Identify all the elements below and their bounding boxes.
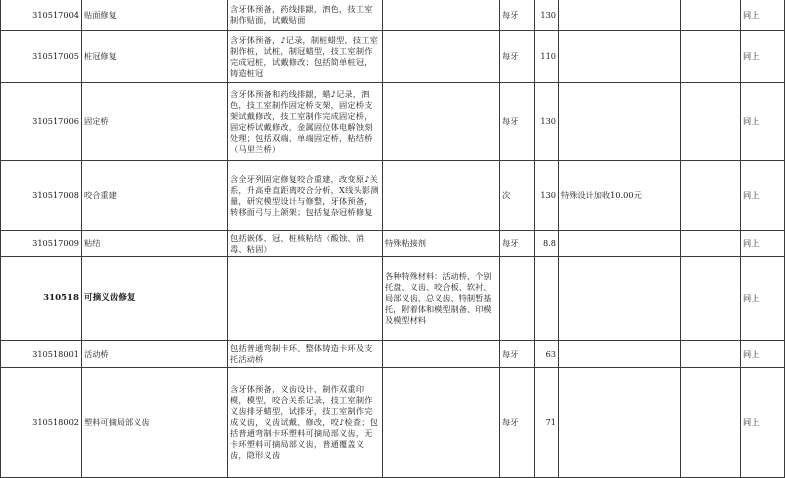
same-as-above: 同上 <box>741 31 785 83</box>
item-name: 桩冠修复 <box>82 31 228 83</box>
category-row <box>1 257 785 341</box>
item-excluded <box>383 0 500 31</box>
item-content: 含牙体预备，♪记录，制桩蜡型，技工室制作桩，试桩，制冠蜡型，技工室制作完成冠桩，试戴修改；包括简单桩冠，铸造桩冠 <box>228 31 383 83</box>
table-row <box>1 368 785 478</box>
item-unit: 每牙 <box>500 31 535 83</box>
table-row <box>1 31 785 83</box>
item-note <box>559 83 681 161</box>
same-as-above: 同上 <box>741 83 785 161</box>
table-row <box>1 83 785 161</box>
table-row <box>1 161 785 231</box>
item-unit <box>500 257 535 341</box>
item-code: 310518002 <box>1 368 82 478</box>
item-name: 固定桥 <box>82 83 228 161</box>
item-name: 塑料可摘局部义齿 <box>82 368 228 478</box>
item-note <box>559 31 681 83</box>
empty-cell <box>681 368 741 478</box>
item-name: 贴面修复 <box>82 0 228 31</box>
category-name: 可摘义齿修复 <box>82 257 228 341</box>
category-code: 310518 <box>1 257 82 341</box>
item-code: 310518001 <box>1 341 82 368</box>
item-price: 130 <box>535 161 559 231</box>
same-as-above: 同上 <box>741 341 785 368</box>
item-unit: 每牙 <box>500 231 535 257</box>
item-price: 8.8 <box>535 231 559 257</box>
item-excluded: 特殊粘接剂 <box>383 231 500 257</box>
item-excluded: 各种特殊材料：活动桥、个别托盘、义齿、咬合板、软衬、局部义齿、总义齿、特制暂基托，附着体和模型制备、印模及模型材料 <box>383 257 500 341</box>
item-name: 咬合重建 <box>82 161 228 231</box>
table-row <box>1 231 785 257</box>
item-name: 活动桥 <box>82 341 228 368</box>
empty-cell <box>681 341 741 368</box>
empty-cell <box>681 0 741 31</box>
empty-cell <box>681 161 741 231</box>
item-excluded <box>383 341 500 368</box>
item-price <box>535 257 559 341</box>
item-note <box>559 231 681 257</box>
same-as-above: 同上 <box>741 231 785 257</box>
item-content <box>228 257 383 341</box>
item-unit: 每牙 <box>500 368 535 478</box>
item-excluded <box>383 368 500 478</box>
item-unit: 每牙 <box>500 83 535 161</box>
same-as-above: 同上 <box>741 161 785 231</box>
item-excluded <box>383 83 500 161</box>
empty-cell <box>681 31 741 83</box>
item-content: 包括普通弯制卡环、整体铸造卡环及支托活动桥 <box>228 341 383 368</box>
table-row <box>1 341 785 368</box>
item-note: 特殊设计加收10.00元 <box>559 161 681 231</box>
item-code: 310517008 <box>1 161 82 231</box>
item-price: 63 <box>535 341 559 368</box>
item-unit: 次 <box>500 161 535 231</box>
item-note <box>559 341 681 368</box>
item-content: 含牙体预备，药线排龈，泗色，技工室制作贴面，试戴贴面 <box>228 0 383 31</box>
item-price: 130 <box>535 0 559 31</box>
same-as-above: 同上 <box>741 0 785 31</box>
item-code: 310517005 <box>1 31 82 83</box>
empty-cell <box>681 257 741 341</box>
item-content: 含牙体预备，义齿设计，制作双重印模，模型，咬合关系记录，技工室制作义齿排牙蜡型，试排牙，技工室制作完成义齿，义齿试戴、修改，咬♪检查；包括普通弯制卡环塑料可摘局部义齿，无卡环塑料可摘局部义齿，普通覆盖义齿，隐形义齿 <box>228 368 383 478</box>
item-price: 110 <box>535 31 559 83</box>
item-note <box>559 0 681 31</box>
item-code: 310517009 <box>1 231 82 257</box>
item-price: 71 <box>535 368 559 478</box>
item-code: 310517006 <box>1 83 82 161</box>
item-unit: 每牙 <box>500 0 535 31</box>
same-as-above: 同上 <box>741 368 785 478</box>
item-code: 310517004 <box>1 0 82 31</box>
item-price: 130 <box>535 83 559 161</box>
item-excluded <box>383 31 500 83</box>
item-note <box>559 368 681 478</box>
same-as-above: 同上 <box>741 257 785 341</box>
item-note <box>559 257 681 341</box>
empty-cell <box>681 231 741 257</box>
item-unit: 每牙 <box>500 341 535 368</box>
item-name: 粘结 <box>82 231 228 257</box>
empty-cell <box>681 83 741 161</box>
item-excluded <box>383 161 500 231</box>
item-content: 含全牙列固定修复咬合重建，改变原♪关系，升高垂直距离咬合分析，X线头影测量，研究模型设计与修整，牙体预备，转移面弓与上颌架；包括复杂冠桥修复 <box>228 161 383 231</box>
item-content: 含牙体预备和药线排龈，蜡♪记录，泗色，技工室制作固定桥支架，固定桥支架试戴修改，技工室制作完成固定桥，固定桥试戴修改，金属固位体电解蚀刻处理；包括双端、单端固定桥，粘结桥（马里兰桥） <box>228 83 383 161</box>
item-content: 包括嵌体、冠、桩核粘结（酸蚀、消毒、粘固） <box>228 231 383 257</box>
table-row <box>1 0 785 31</box>
